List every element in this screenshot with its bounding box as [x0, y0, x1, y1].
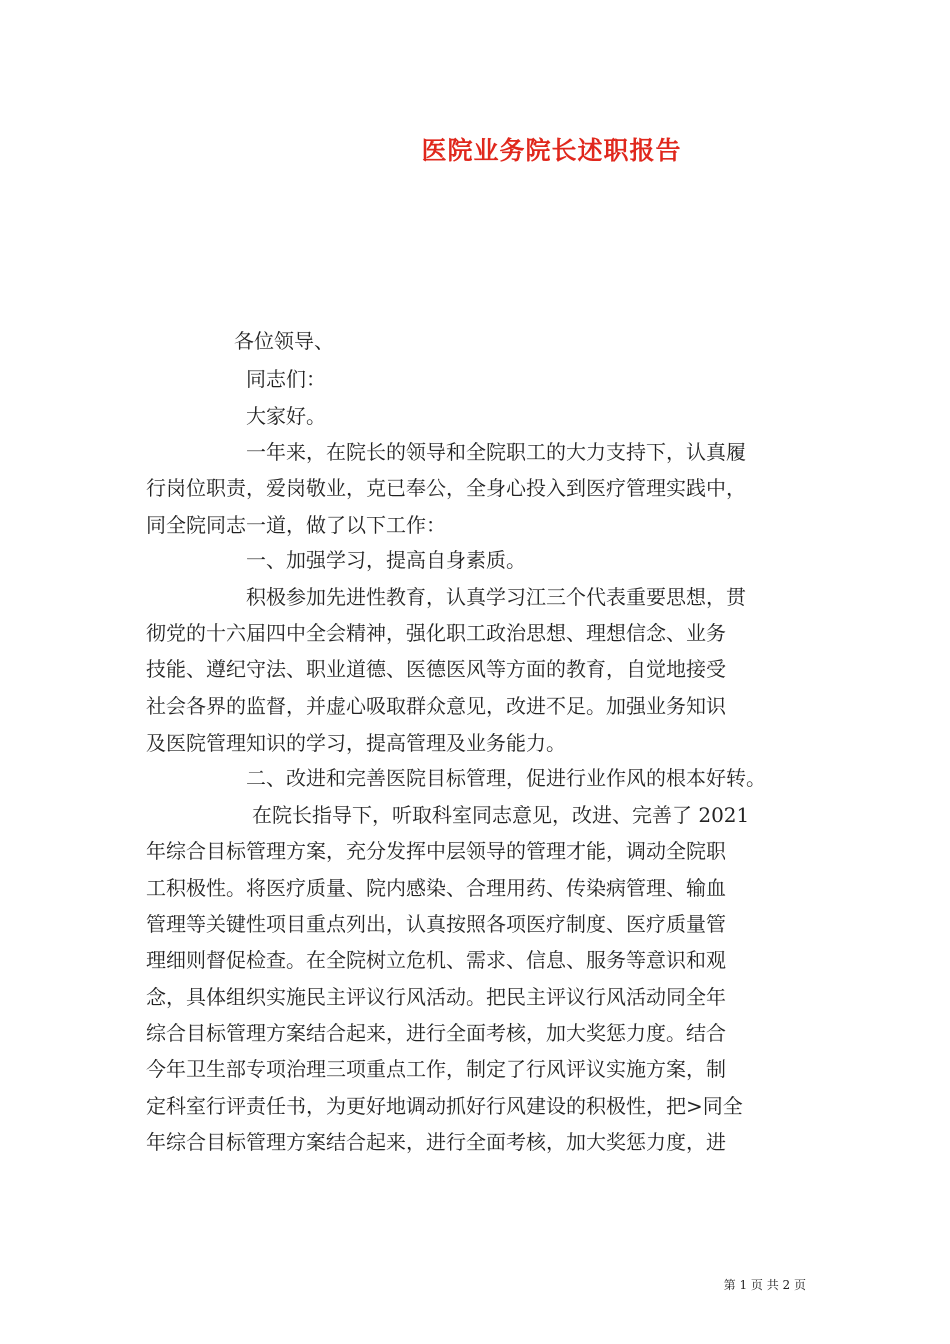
paragraph-line: 工积极性。将医疗质量、院内感染、合理用药、传染病管理、输血	[146, 876, 726, 900]
paragraph-line: 技能、遵纪守法、职业道德、医德医风等方面的教育，自觉地接受	[146, 657, 726, 681]
section-heading-1: 一、加强学习，提高自身素质。	[246, 548, 526, 572]
paragraph-line: 今年卫生部专项治理三项重点工作，制定了行风评议实施方案，制	[146, 1057, 726, 1081]
paragraph-line: 在院长指导下，听取科室同志意见，改进、完善了 2021	[252, 803, 750, 827]
document-title: 医院业务院长述职报告	[421, 136, 682, 165]
greeting-line: 大家好。	[246, 404, 326, 428]
paragraph-line: 念，具体组织实施民主评议行风活动。把民主评议行风活动同全年	[146, 985, 726, 1009]
page-number-footer: 第 1 页 共 2 页	[723, 1278, 806, 1292]
paragraph-line: 综合目标管理方案结合起来，进行全面考核，加大奖惩力度。结合	[146, 1021, 726, 1045]
salutation-line-2: 同志们：	[246, 367, 326, 391]
paragraph-line: 社会各界的监督，并虚心吸取群众意见，改进不足。加强业务知识	[146, 694, 726, 718]
paragraph-line: 及医院管理知识的学习，提高管理及业务能力。	[146, 731, 566, 755]
paragraph-line: 同全院同志一道，做了以下工作：	[146, 513, 446, 537]
paragraph-line: 定科室行评责任书，为更好地调动抓好行风建设的积极性，把>同全	[146, 1094, 743, 1118]
paragraph-line: 行岗位职责，爱岗敬业，克已奉公，全身心投入到医疗管理实践中，	[146, 476, 746, 500]
paragraph-line: 积极参加先进性教育，认真学习江三个代表重要思想，贯	[246, 585, 746, 609]
paragraph-line: 年综合目标管理方案，充分发挥中层领导的管理才能，调动全院职	[146, 839, 726, 863]
paragraph-line: 彻党的十六届四中全会精神，强化职工政治思想、理想信念、业务	[146, 621, 726, 645]
paragraph-line: 管理等关键性项目重点列出，认真按照各项医疗制度、医疗质量管	[146, 912, 726, 936]
paragraph-line: 年综合目标管理方案结合起来，进行全面考核，加大奖惩力度，进	[146, 1130, 726, 1154]
salutation-line-1: 各位领导、	[234, 329, 334, 353]
section-heading-2: 二、改进和完善医院目标管理，促进行业作风的根本好转。	[246, 766, 766, 790]
paragraph-line: 理细则督促检查。在全院树立危机、需求、信息、服务等意识和观	[146, 948, 726, 972]
paragraph-line: 一年来，在院长的领导和全院职工的大力支持下，认真履	[246, 440, 746, 464]
